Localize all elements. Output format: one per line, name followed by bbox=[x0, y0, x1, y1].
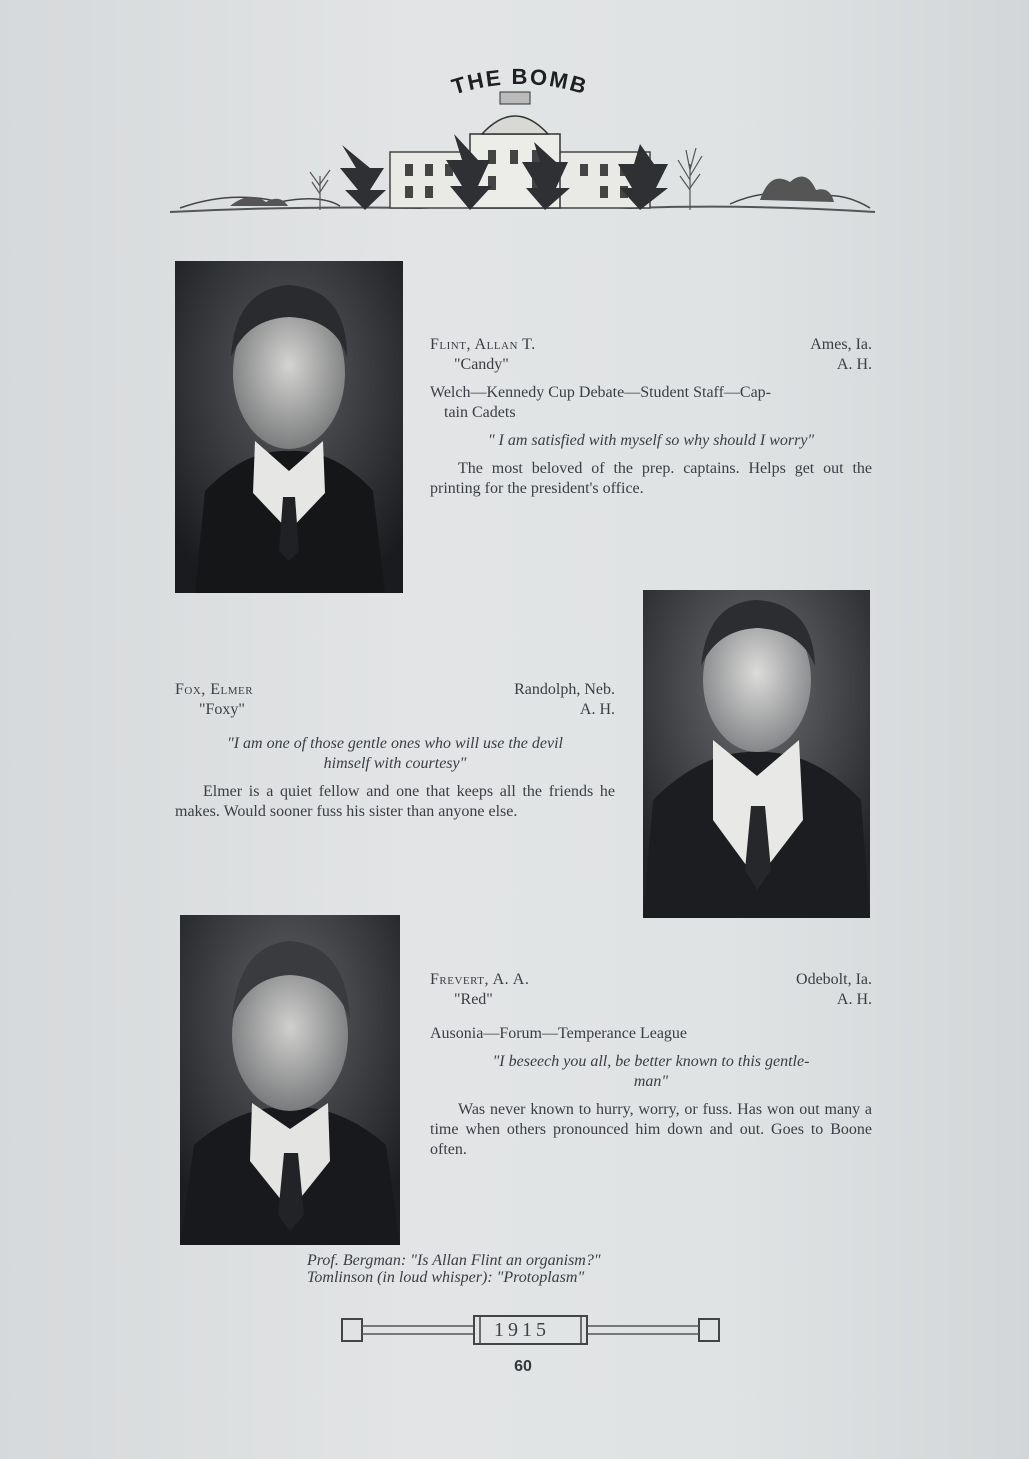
activities bbox=[430, 383, 872, 423]
page-header bbox=[170, 60, 875, 220]
student-description: The most beloved of the prep. captains. Helps get out the printing for the president's office. bbox=[430, 460, 872, 497]
student-entry-flint bbox=[430, 335, 872, 499]
student-quote bbox=[430, 1052, 872, 1092]
student-name: Fox, Elmer bbox=[175, 681, 254, 698]
header-title-text: THE BOMB bbox=[448, 66, 592, 100]
quote-line: "I beseech you all, be better known to this gentle- bbox=[492, 1053, 810, 1070]
campus-illustration bbox=[170, 90, 875, 220]
hometown: Randolph, Neb. bbox=[514, 681, 615, 698]
quote-line: himself with courtesy" bbox=[323, 755, 467, 772]
quote-line: man" bbox=[633, 1073, 669, 1090]
quote-line: "I am one of those gentle ones who will use the devil bbox=[227, 735, 563, 752]
portrait-photo-fox bbox=[643, 590, 870, 918]
nickname: "Candy" bbox=[454, 356, 509, 373]
activities-line: tain Cadets bbox=[444, 404, 516, 421]
student-entry-frevert bbox=[430, 970, 872, 1160]
yearbook-year: 1915 bbox=[494, 1319, 550, 1341]
page-number: 60 bbox=[514, 1358, 532, 1375]
activities-line: Welch—Kennedy Cup Debate—Student Staff—Cap- bbox=[430, 384, 772, 401]
student-quote: " I am satisfied with myself so why should I worry" bbox=[487, 432, 815, 449]
activities: Ausonia—Forum—Temperance League bbox=[430, 1025, 688, 1042]
footer-joke-line: Tomlinson (in loud whisper): "Protoplasm" bbox=[307, 1269, 585, 1286]
student-description: Elmer is a quiet fellow and one that keeps all the friends he makes. Would sooner fuss his sister than anyone else. bbox=[175, 783, 615, 820]
hometown: Ames, Ia. bbox=[810, 336, 872, 353]
student-entry-fox bbox=[175, 680, 615, 822]
footer-joke-line: Prof. Bergman: "Is Allan Flint an organism?" bbox=[307, 1252, 601, 1269]
course: A. H. bbox=[836, 356, 872, 373]
hometown: Odebolt, Ia. bbox=[796, 971, 872, 988]
nickname: "Foxy" bbox=[199, 701, 245, 718]
course: A. H. bbox=[579, 701, 615, 718]
student-quote bbox=[175, 734, 615, 774]
student-name: Flint, Allan T. bbox=[430, 336, 536, 353]
portrait-photo-frevert bbox=[180, 915, 400, 1245]
course: A. H. bbox=[836, 991, 872, 1008]
nickname: "Red" bbox=[454, 991, 493, 1008]
portrait-photo-flint bbox=[175, 261, 403, 593]
student-description: Was never known to hurry, worry, or fuss. Has won out many a time when others pronounced him down and out. Goes to Boone often. bbox=[430, 1101, 872, 1158]
student-name: Frevert, A. A. bbox=[430, 971, 530, 988]
footer-joke bbox=[307, 1252, 727, 1286]
